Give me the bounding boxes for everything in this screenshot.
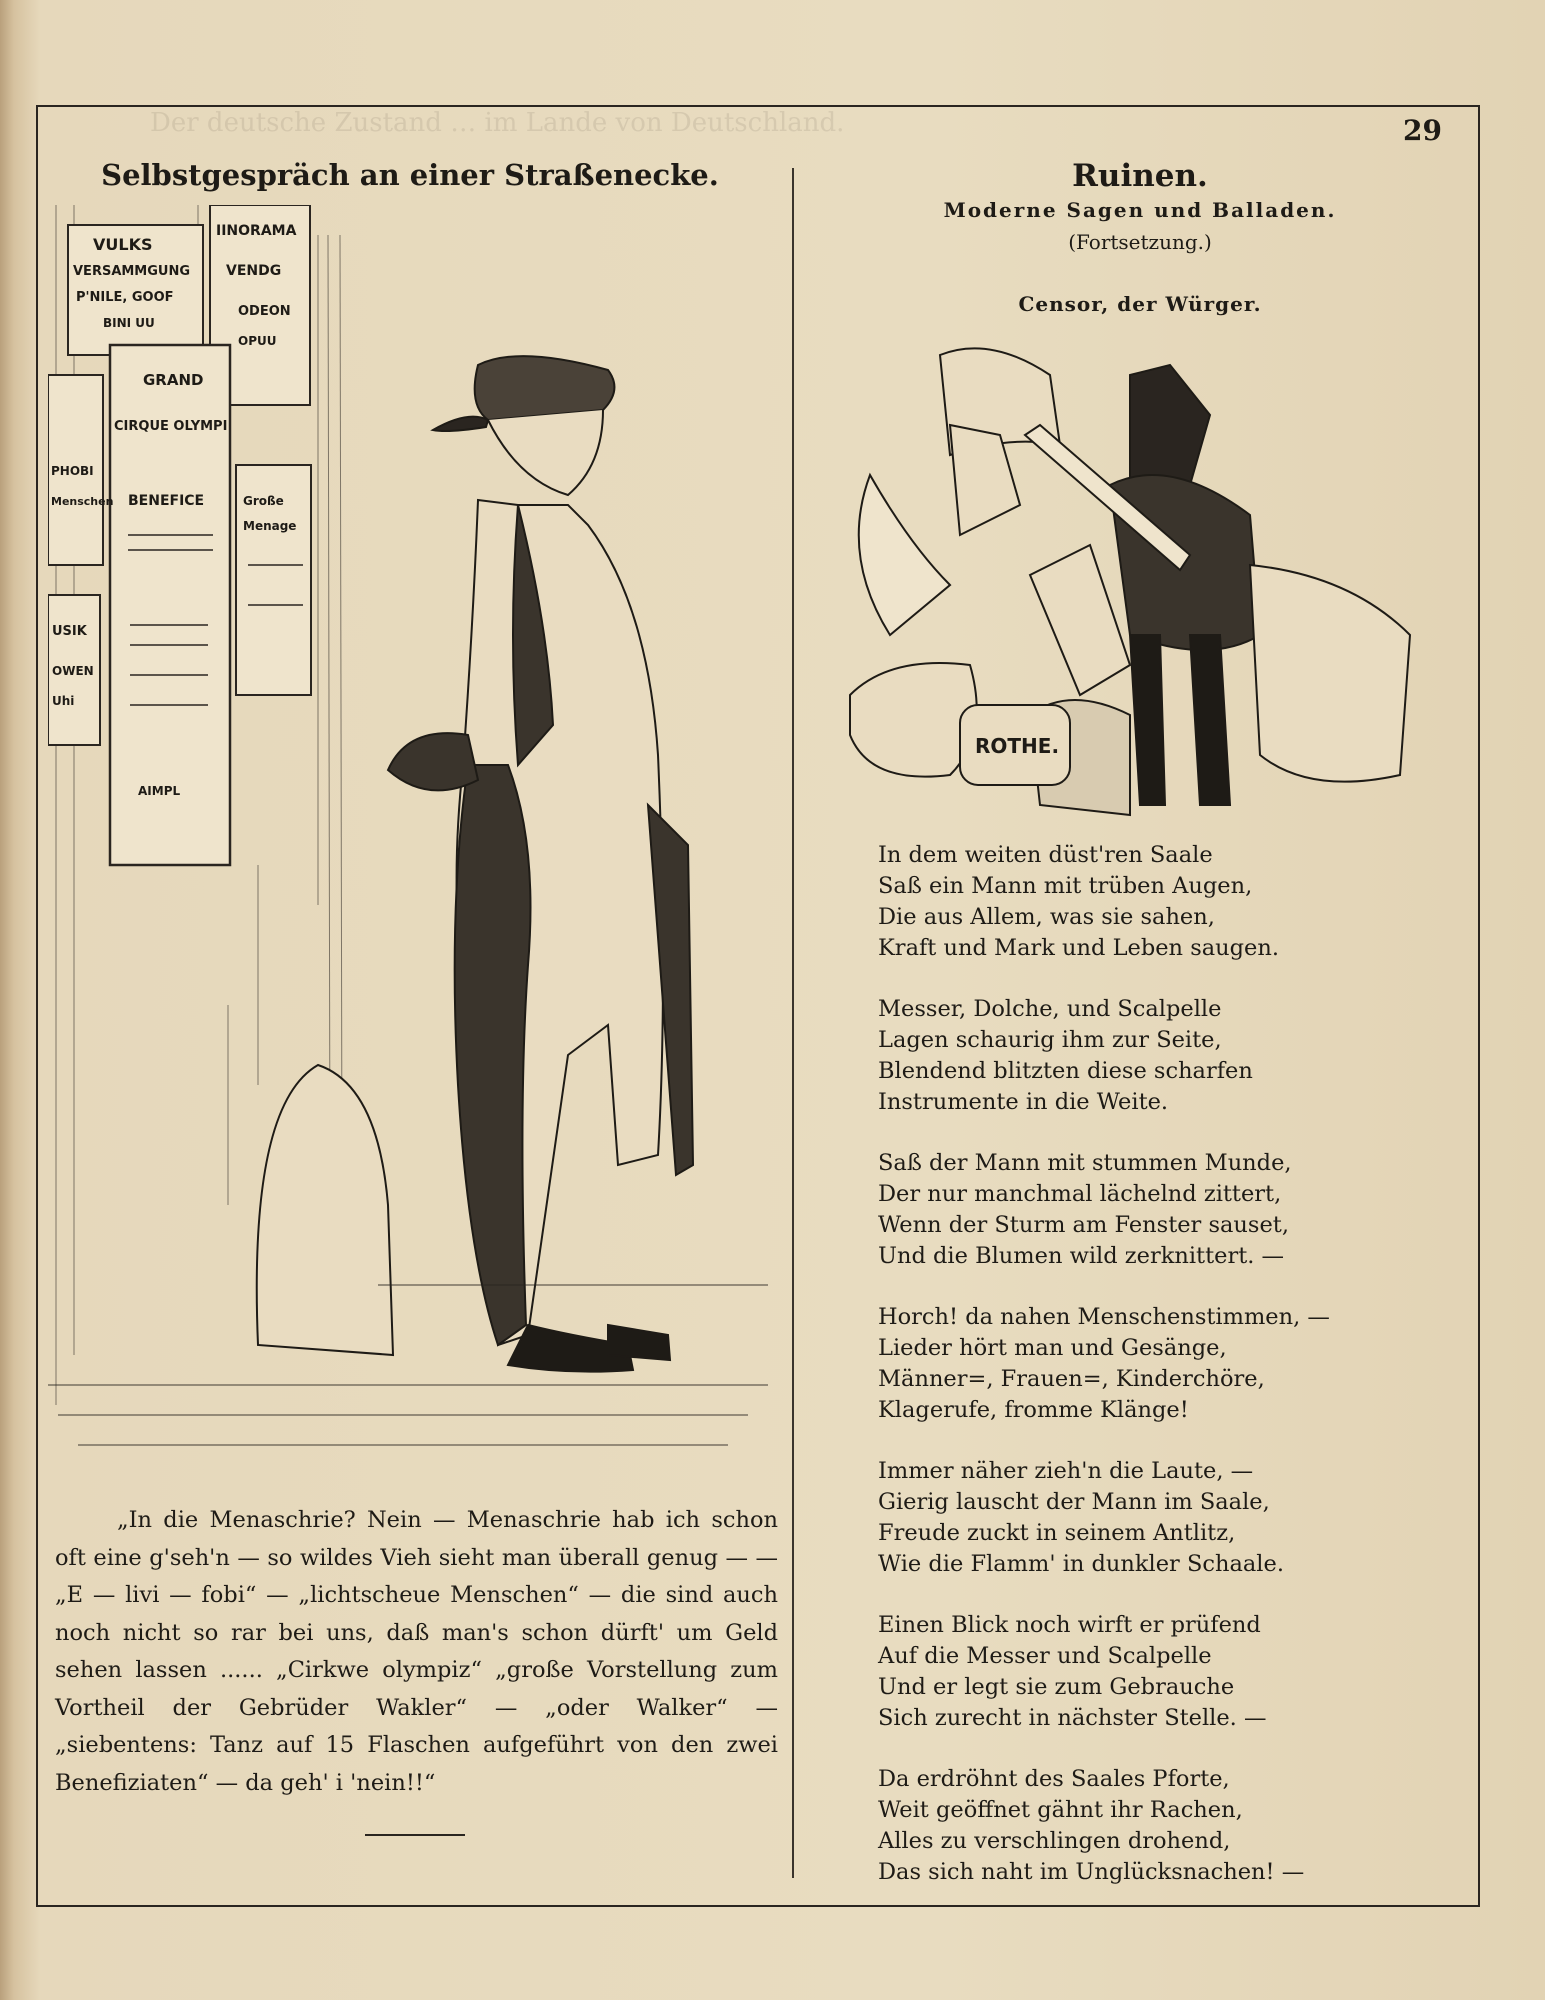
poem-line: Gierig lauscht der Mann im Saale, [878, 1489, 1270, 1515]
left-prose: „In die Menaschrie? Nein — Menaschrie hab ich schon oft eine g'seh'n — so wildes Vieh sieht man überall genug — — „E — livi — fobi“ — „lichtscheue Menschen“ — die sind auch noch nicht so rar bei uns, daß man's schon dürft' um Geld sehen lassen ...... „Cirkwe olympiz“ „große Vorstellung zum Vortheil der Gebrüder Wakler“ — „oder Walker“ — „siebentens: Tanz auf 15 Flaschen aufgeführt von den zwei Benefiziaten“ — da geh' i 'nein!!“ [55, 1507, 778, 1796]
poster-3-line-4: AIMPL [138, 784, 181, 798]
poster-2-line-3: ODEON [238, 304, 291, 319]
poem-line: Und er legt sie zum Gebrauche [878, 1674, 1235, 1700]
poem-line: Alles zu verschlingen drohend, [878, 1828, 1231, 1854]
poster-2-line-2: VENDG [226, 263, 282, 279]
poster-6-line-3: Uhi [52, 694, 75, 708]
poster-1-line-4: BINI UU [103, 316, 155, 330]
poem-stanza [878, 1302, 1438, 1426]
poem-line: Das sich naht im Unglücksnachen! — [878, 1859, 1305, 1885]
poem-line: Blendend blitzten diese scharfen [878, 1058, 1253, 1084]
poem-line: Instrumente in die Weite. [878, 1089, 1169, 1115]
column-divider [792, 168, 794, 1878]
poem-stanza [878, 840, 1438, 964]
poster-1-line-1: VULKS [93, 235, 153, 254]
poster-1-line-3: P'NILE, GOOF [76, 290, 174, 305]
poem-line: Da erdröhnt des Saales Pforte, [878, 1766, 1230, 1792]
poster-5-line-2: Menage [243, 519, 297, 533]
poem-line: Und die Blumen wild zerknittert. — [878, 1243, 1285, 1269]
poem-line: Sich zurecht in nächster Stelle. — [878, 1705, 1267, 1731]
ink-bottle-label: ROTHE. [975, 734, 1060, 758]
poem-line: Auf die Messer und Scalpelle [878, 1643, 1212, 1669]
poem-stanza [878, 1456, 1438, 1580]
poster-6-line-2: OWEN [52, 664, 94, 678]
poster-5-line-1: Große [243, 494, 284, 508]
poem-line: Freude zuckt in seinem Antlitz, [878, 1520, 1236, 1546]
poem-line: Horch! da nahen Menschenstimmen, — [878, 1304, 1330, 1330]
poem-line: Lieder hört man und Gesänge, [878, 1335, 1227, 1361]
poem-line: Immer näher zieh'n die Laute, — [878, 1458, 1254, 1484]
poem-line: Lagen schaurig ihm zur Seite, [878, 1027, 1222, 1053]
poem-line: Der nur manchmal lächelnd zittert, [878, 1181, 1282, 1207]
show-through-text: Der deutsche Zustand … im Lande von Deutschland. [150, 108, 845, 138]
street-corner-illustration [48, 205, 788, 1475]
poster-2-line-1: IINORAMA [216, 223, 297, 239]
left-title: Selbstgespräch an einer Straßenecke. [101, 158, 719, 192]
poem-stanza [878, 1610, 1438, 1734]
poem-line: Kraft und Mark und Leben saugen. [878, 935, 1280, 961]
poster-3-line-3: BENEFICE [128, 493, 205, 509]
poem-stanza [878, 1148, 1438, 1272]
poster-1-line-2: VERSAMMGUNG [73, 264, 191, 279]
poem-stanza [878, 994, 1438, 1118]
poem-line: Einen Blick noch wirft er prüfend [878, 1612, 1261, 1638]
poem-line: In dem weiten düst'ren Saale [878, 842, 1213, 868]
poem-line: Messer, Dolche, und Scalpelle [878, 996, 1222, 1022]
poem-line: Klagerufe, fromme Klänge! [878, 1397, 1189, 1423]
poem-line: Saß der Mann mit stummen Munde, [878, 1150, 1292, 1176]
end-rule [365, 1834, 465, 1836]
right-title: Ruinen. [1072, 158, 1208, 194]
poster-4-line-1: PHOBI [51, 464, 94, 478]
poster-3-line-1: GRAND [143, 371, 204, 389]
poster-4-line-2: Menschen [51, 495, 114, 508]
continuation-note: (Fortsetzung.) [1068, 230, 1212, 254]
poem-line: Saß ein Mann mit trüben Augen, [878, 873, 1253, 899]
poster-2-line-4: OPUU [238, 334, 277, 348]
poem-line: Die aus Allem, was sie sahen, [878, 904, 1215, 930]
poster-6-line-1: USIK [52, 624, 87, 639]
censor-illustration [830, 335, 1440, 825]
poster-3-line-2: CIRQUE OLYMPI [114, 419, 228, 434]
section-title: Censor, der Würger. [1018, 292, 1262, 316]
page-number: 29 [1403, 114, 1442, 147]
poem-line: Wenn der Sturm am Fenster sauset, [878, 1212, 1289, 1238]
poem-line: Weit geöffnet gähnt ihr Rachen, [878, 1797, 1243, 1823]
poem-line: Wie die Flamm' in dunkler Schaale. [878, 1551, 1284, 1577]
poem-line: Männer=, Frauen=, Kinderchöre, [878, 1366, 1265, 1392]
poem-stanza [878, 1764, 1438, 1888]
series-subtitle: Moderne Sagen und Balladen. [943, 198, 1337, 222]
